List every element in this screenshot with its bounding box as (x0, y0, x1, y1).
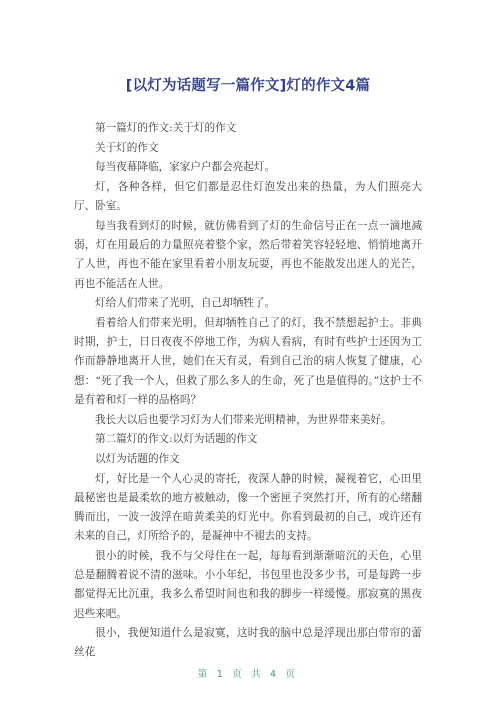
paragraph: 以灯为话题的作文 (95, 452, 180, 465)
paragraph: 灯，各种各样，但它们都是忍住灯泡发出来的热量，为人们照亮大厅、卧室。 (74, 181, 422, 213)
paragraph: 关于灯的作文 (95, 141, 159, 154)
paragraph: 第二篇灯的作文:以灯为话题的作文 (95, 433, 258, 446)
paragraph: 灯给人们带来了光明，自己却牺牲了。 (95, 297, 276, 310)
paragraph: 很小，我便知道什么是寂寞，这时我的脑中总是浮现出那白带帘的蕾丝花 (74, 627, 422, 659)
paragraph: 第一篇灯的作文:关于灯的作文 (95, 122, 237, 134)
paragraph: 看着给人们带来光明，但却牺牲自己了的灯，我不禁想起护士。非典时期，护士，日日夜夜不停地工作，为病人看病，有时有些护士还因为工作而静静地离开人世，她们在天有灵，看到自己治的病人恢复了健康，心想：“死了我一个人，但救了那么多人的生命，死了也是值得的。”这护士不是有着和灯一样的品格吗？ (74, 317, 422, 406)
document-body (74, 119, 422, 663)
document-title: [以灯为话题写一篇作文]灯的作文4篇 (125, 78, 371, 94)
paragraph: 每当我看到灯的时候，就仿佛看到了灯的生命信号正在一点一滴地减弱，灯在用最后的力量照亮着整个家，然后带着笑容轻轻地、悄悄地离开了人世，再也不能在家里看着小朋友玩耍，再也不能散发出迷人的光芒，再也不能活在人世。 (74, 220, 422, 290)
paragraph: 很小的时候，我不与父母住在一起，每每看到渐渐暗沉的天色，心里总是翻腾着说不清的滋味。小小年纪，书包里也没多少书，可是每跨一步都觉得无比沉重，我多么希望时间也和我的脚步一样缓慢。那寂寞的黑夜迟些来吧。 (74, 549, 422, 620)
paragraph: 我长大以后也要学习灯为人们带来光明精神，为世界带来美好。 (95, 413, 392, 426)
paragraph: 每当夜幕降临，家家户户都会亮起灯。 (95, 161, 276, 174)
page-footer: 第 1 页 共 4 页 (197, 669, 299, 680)
paragraph: 灯，好比是一个人心灵的寄托，夜深人静的时候，凝视着它，心田里最秘密也是最柔软的地方被触动，像一个密匣子突然打开，所有的心绪翻腾而出，一波一波浮在暗黄柔美的灯光中。你看到最初的自己，或许还有未来的自己，灯所给予的，是凝神中不褪去的支持。 (74, 472, 422, 543)
